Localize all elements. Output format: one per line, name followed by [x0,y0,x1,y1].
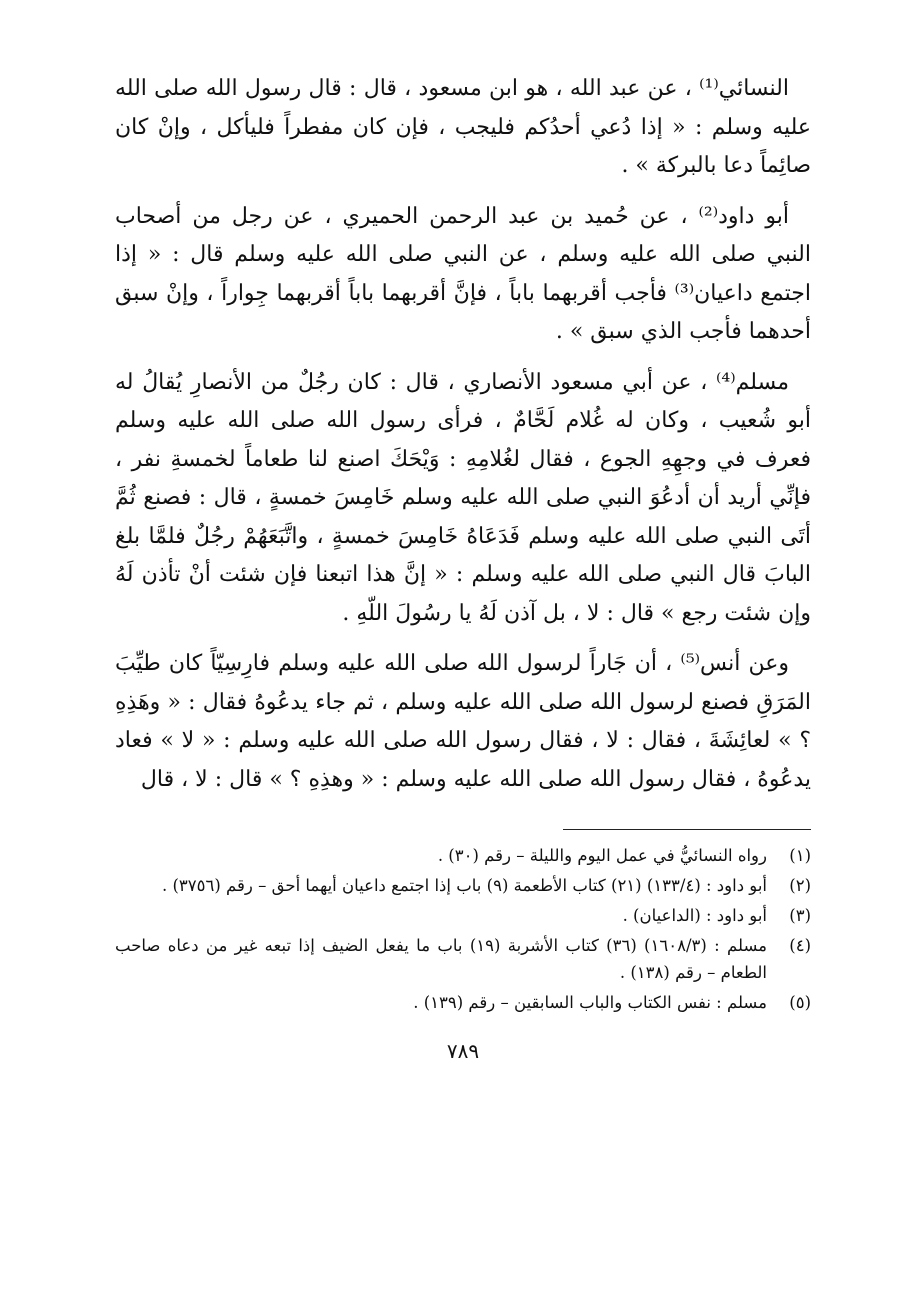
document-page [115,70,811,1066]
footnote-item [115,842,811,869]
footnotes-list [115,842,811,1016]
footnote-text: أبو داود : (١٣٣/٤) (٢١) كتاب الأطعمة (٩) باب إذا اجتمع داعيان أيهما أحق – رقم (٣٧٥٦) . [161,876,767,895]
footnote-text: رواه النسائيُّ في عمل اليوم والليلة – رقم (٣٠) . [437,846,767,865]
main-text [115,70,811,799]
paragraph-anas: وعن أنس⁽⁵⁾ ، أن جَاراً لرسول الله صلى الله عليه وسلم فارِسِيّاً كان طيِّبَ المَرَقِ فصنع لرسول الله صلى الله عليه وسلم ، ثم جاء يدعُوهُ فقال : « وهَذِهِ ؟ » لعائِشَةَ ، فقال : لا ، فقال رسول الله صلى الله عليه وسلم : « لا » فعاد يدعُوهُ ، فقال رسول الله صلى الله عليه وسلم : « وهذِهِ ؟ » قال : لا ، قال [115,651,811,792]
footnote-text: مسلم : نفس الكتاب والباب السابقين – رقم (١٣٩) . [413,993,767,1012]
footnote-number: (٥) [789,993,811,1012]
footnote-item [115,902,811,929]
paragraph-nasai: النسائي⁽¹⁾ ، عن عبد الله ، هو ابن مسعود ، قال : قال رسول الله صلى الله عليه وسلم : « إذا دُعي أحدُكم فليجب ، فإن كان مفطراً فليأكل ، وإنْ كان صائِماً دعا بالبركة » . [115,76,811,178]
footnote-number: (٣) [789,906,811,925]
footnote-item [115,872,811,899]
paragraph-muslim: مسلم⁽⁴⁾ ، عن أبي مسعود الأنصاري ، قال : كان رجُلٌ من الأنصارِ يُقالُ له أبو شُعيب ، وكان له غُلام لَحَّامٌ ، فرأى رسول الله صلى الله عليه وسلم فعرف في وجهِهِ الجوع ، فقال لغُلامِهِ : وَيْحَكَ اصنع لنا طعاماً لخمسةِ نفر ، فإنِّي أريد أن أدعُوَ النبي صلى الله عليه وسلم خَامِسَ خمسةٍ ، قال : فصنع ثُمَّ أتَى النبي صلى الله عليه وسلم فَدَعَاهُ خَامِسَ خمسةٍ ، واتَّبَعَهُمْ رجُلٌ فلمَّا بلغ البابَ قال النبي صلى الله عليه وسلم : « إنَّ هذا اتبعنا فإن شئت أنْ تأذن لَهُ وإن شئت رجع » قال : لا ، بل آذن لَهُ يا رسُولَ اللّهِ . [115,369,811,626]
footnote-text: مسلم : (١٦٠٨/٣) (٣٦) كتاب الأشربة (١٩) باب ما يفعل الضيف إذا تبعه غير من دعاه صاحب الطعام – رقم (١٣٨) . [115,936,767,982]
footnote-number: (١) [789,846,811,865]
paragraph-abu-dawud: أبو داود⁽²⁾ ، عن حُميد بن عبد الرحمن الحميري ، عن رجل من أصحاب النبي صلى الله عليه وسلم ، عن النبي صلى الله عليه وسلم قال : « إذا اجتمع داعيان⁽³⁾ فأجب أقربهما باباً ، فإنَّ أقربهما باباً أقربهما جِواراً ، وإنْ سبق أحدهما فأجب الذي سبق » . [115,203,811,344]
page-number: ٧٨٩ [446,1039,480,1063]
footnote-item [115,932,811,986]
footnote-text: أبو داود : (الداعيان) . [622,906,767,925]
footnote-number: (٤) [789,936,811,955]
footnote-item [115,989,811,1016]
footnote-number: (٢) [789,876,811,895]
footnote-separator [563,829,811,830]
